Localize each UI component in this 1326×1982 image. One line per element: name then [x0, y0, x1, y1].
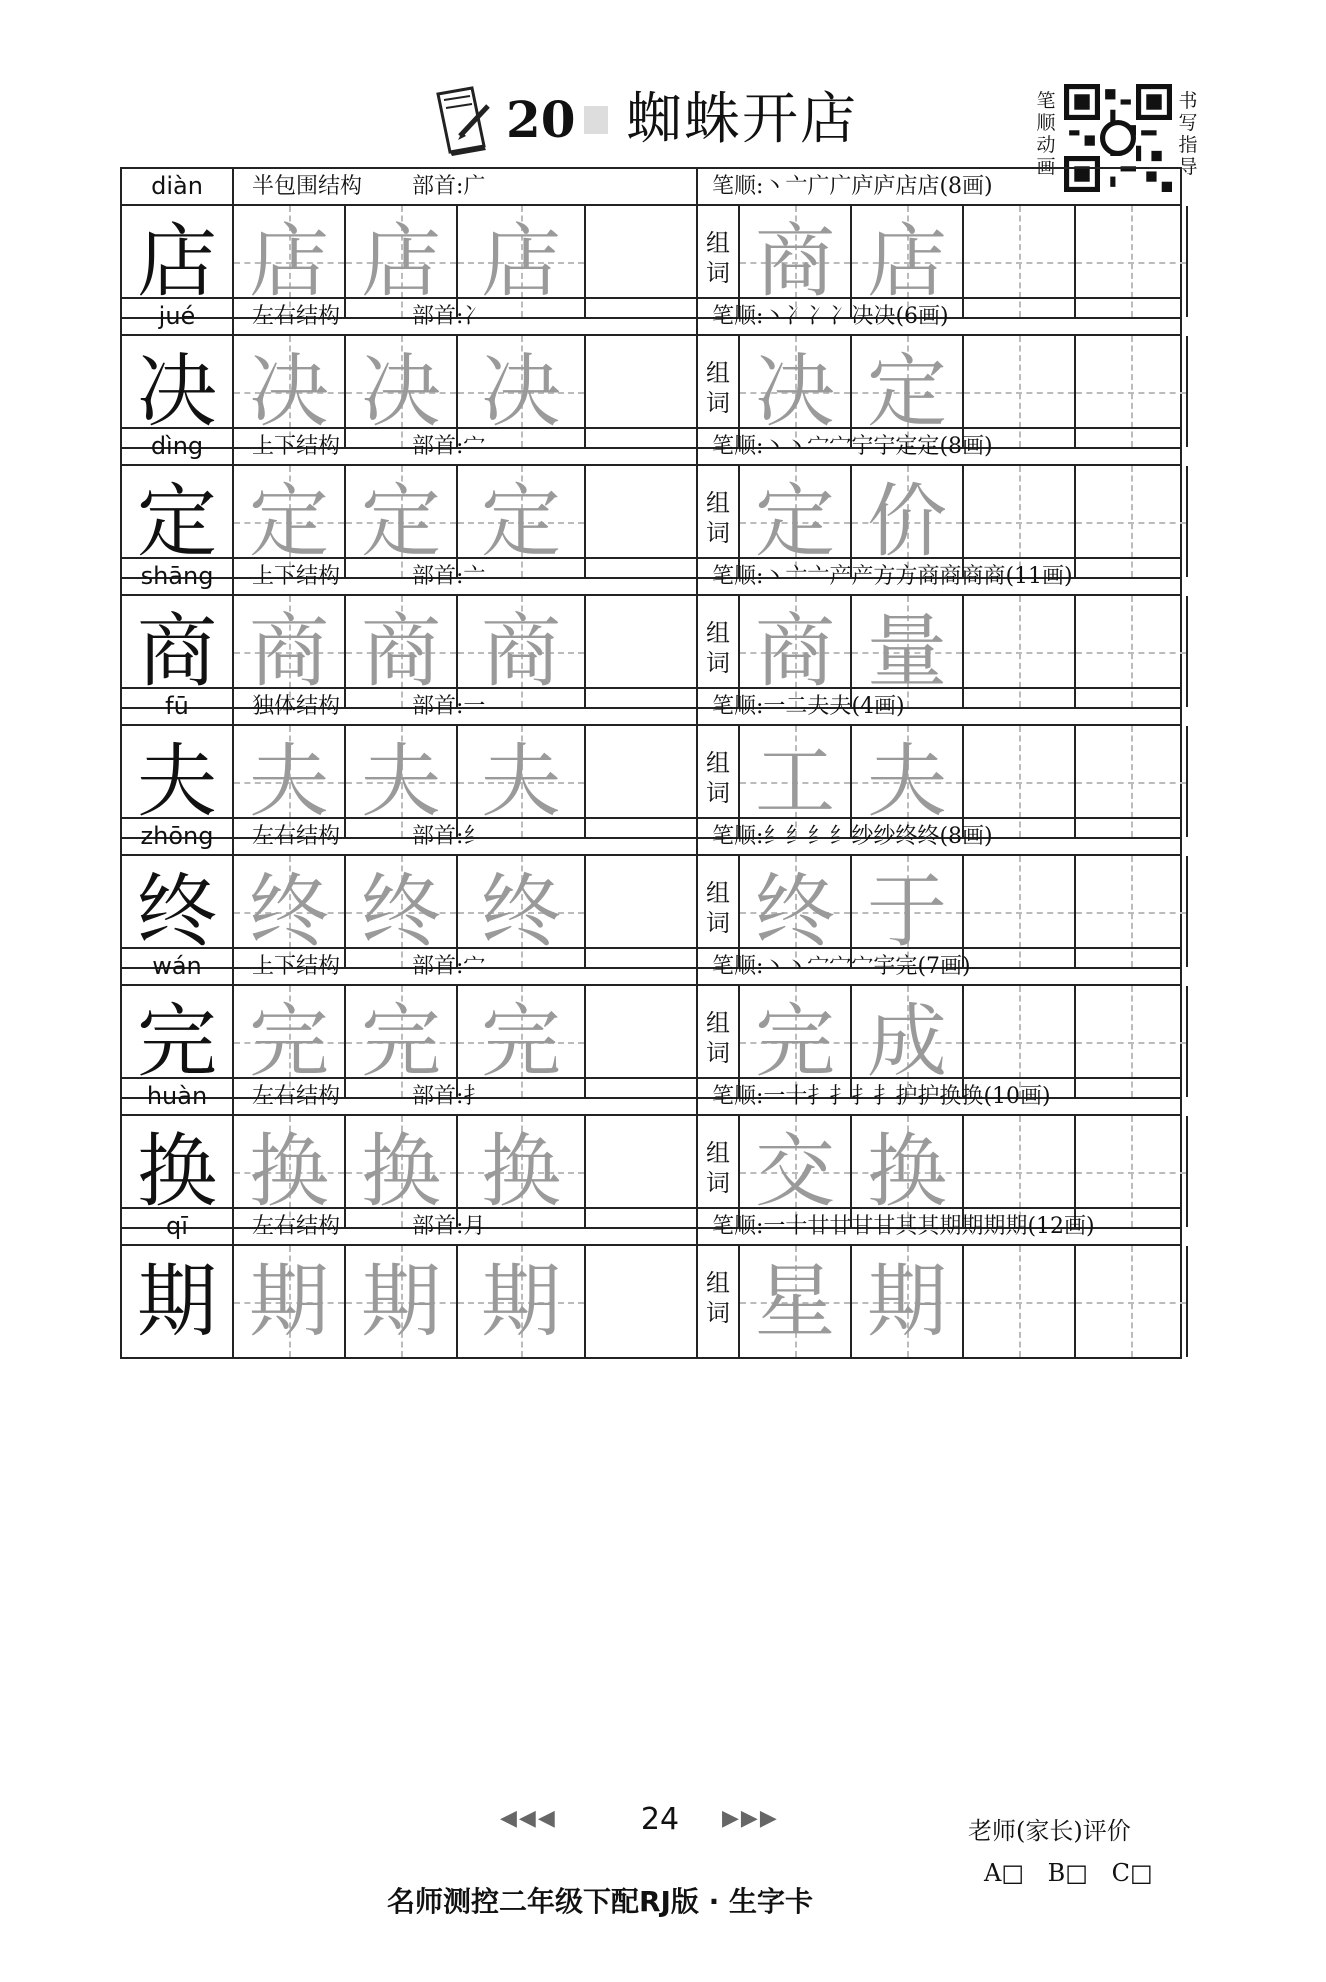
trace-character: 期	[481, 1255, 561, 1348]
trace-character: 商	[481, 605, 561, 698]
pinyin: qī	[122, 1209, 234, 1244]
card-info-row	[122, 559, 1180, 596]
title-decoration	[584, 106, 608, 134]
structure-type: 左右结构	[252, 304, 341, 329]
stroke-order-prefix: 笔顺:	[712, 564, 764, 589]
radical-prefix: 部首:	[412, 824, 464, 849]
zuci-label: 组词	[696, 1116, 740, 1227]
zuci-label: 组词	[696, 856, 740, 967]
stroke-order-value: 纟纟纟纟纱纱终终	[763, 824, 940, 849]
trace-character: 定	[361, 475, 441, 568]
trace-character: 完	[361, 995, 441, 1088]
word-character: 换	[867, 1125, 947, 1218]
trace-character: 商	[249, 605, 329, 698]
lesson-number: 20	[506, 90, 576, 149]
stroke-order	[696, 559, 1073, 594]
word-character: 工	[755, 735, 835, 828]
practice-cell[interactable]	[458, 1246, 586, 1357]
trace-character: 定	[249, 475, 329, 568]
word-character: 商	[755, 605, 835, 698]
radical-prefix: 部首:	[412, 564, 464, 589]
stroke-order	[696, 689, 905, 724]
stroke-order-value: 丶亠亠产产方方商商商商	[763, 564, 1006, 589]
radical-value: 广	[463, 174, 486, 199]
character-card	[120, 1207, 1182, 1359]
stroke-order	[696, 949, 971, 984]
trace-character: 换	[249, 1125, 329, 1218]
trace-character: 终	[249, 865, 329, 958]
radical-prefix: 部首:	[412, 1214, 464, 1239]
stroke-order-prefix: 笔顺:	[712, 434, 764, 459]
word-character: 价	[867, 475, 947, 568]
page-title: 蜘蛛开店	[626, 87, 858, 152]
stroke-order-value: 丶冫冫冫决决	[763, 304, 896, 329]
stroke-order	[696, 169, 993, 204]
zuci-label: 组词	[696, 336, 740, 447]
trace-character: 定	[481, 475, 561, 568]
trace-character: 店	[249, 215, 329, 308]
stroke-count: (8画)	[939, 434, 993, 459]
word-character: 定	[867, 345, 947, 438]
word-character: 于	[867, 865, 947, 958]
stroke-count: (11画)	[1005, 564, 1073, 589]
prev-page-arrows[interactable]: ◀◀◀	[500, 1806, 557, 1831]
pinyin: zhōng	[122, 819, 234, 854]
model-character: 店	[137, 215, 217, 308]
trace-character: 决	[249, 345, 329, 438]
radical-prefix: 部首:	[412, 304, 464, 329]
radical-value: 宀	[463, 954, 486, 979]
stroke-order-value: 一十扌扌扌扌护护换换	[763, 1084, 984, 1109]
stroke-order	[696, 1079, 1051, 1114]
qr-right-label: 书写指导	[1178, 90, 1198, 178]
practice-cell[interactable]	[346, 1246, 458, 1357]
stroke-count: (8画)	[939, 824, 993, 849]
trace-character: 期	[249, 1255, 329, 1348]
stroke-count: (8画)	[939, 174, 993, 199]
card-info-row	[122, 299, 1180, 336]
trace-character: 期	[361, 1255, 441, 1348]
pinyin: wán	[122, 949, 234, 984]
radical-value: 纟	[463, 824, 486, 849]
radical	[412, 429, 485, 464]
card-info-row	[122, 689, 1180, 726]
model-character-cell	[122, 1246, 234, 1357]
radical-prefix: 部首:	[412, 1084, 464, 1109]
structure-type: 左右结构	[252, 1084, 341, 1109]
model-character: 完	[137, 995, 217, 1088]
radical-prefix: 部首:	[412, 954, 464, 979]
radical-prefix: 部首:	[412, 694, 464, 719]
qr-left-label: 笔顺动画	[1036, 90, 1056, 178]
stroke-order-value: 丶丶宀宀宀宇完	[763, 954, 918, 979]
pinyin: huàn	[122, 1079, 234, 1114]
radical-value: 冫	[463, 304, 486, 329]
stroke-count: (7画)	[917, 954, 971, 979]
card-info-row	[122, 949, 1180, 986]
word-character: 量	[867, 605, 947, 698]
word-character: 期	[867, 1255, 947, 1348]
stroke-order-value: 丶亠广广庐庐店店	[763, 174, 940, 199]
word-character: 决	[755, 345, 835, 438]
stroke-order	[696, 1209, 1095, 1244]
pinyin: dìng	[122, 429, 234, 464]
stroke-count: (6画)	[895, 304, 949, 329]
radical-value: 亠	[463, 564, 486, 589]
pinyin: diàn	[122, 169, 234, 204]
practice-cell[interactable]	[852, 1246, 964, 1357]
card-info-row	[122, 819, 1180, 856]
stroke-count: (4画)	[851, 694, 905, 719]
radical-value: 宀	[463, 434, 486, 459]
trace-character: 商	[361, 605, 441, 698]
card-info-row	[122, 169, 1180, 206]
radical	[412, 1209, 485, 1244]
radical-prefix: 部首:	[412, 174, 464, 199]
stroke-order-prefix: 笔顺:	[712, 304, 764, 329]
stroke-order-prefix: 笔顺:	[712, 174, 764, 199]
word-character: 交	[755, 1125, 835, 1218]
structure-type: 独体结构	[252, 694, 341, 719]
model-character: 终	[137, 865, 217, 958]
trace-character: 换	[481, 1125, 561, 1218]
practice-cell[interactable]	[1076, 1246, 1188, 1357]
trace-character: 夫	[361, 735, 441, 828]
radical	[412, 559, 485, 594]
radical	[412, 689, 485, 724]
radical-prefix: 部首:	[412, 434, 464, 459]
trace-character: 完	[481, 995, 561, 1088]
pinyin: jué	[122, 299, 234, 334]
structure-type: 左右结构	[252, 1214, 341, 1239]
notebook-pencil-icon	[432, 86, 492, 156]
radical	[412, 299, 485, 334]
zuci-label: 组词	[696, 206, 740, 317]
word-character: 成	[867, 995, 947, 1088]
trace-character: 终	[361, 865, 441, 958]
trace-character: 完	[249, 995, 329, 1088]
radical	[412, 819, 485, 854]
structure-type: 半包围结构	[252, 174, 363, 199]
stroke-order-prefix: 笔顺:	[712, 954, 764, 979]
radical-value: 月	[463, 1214, 486, 1239]
card-info-row	[122, 429, 1180, 466]
model-character: 夫	[137, 735, 217, 828]
trace-character: 夫	[249, 735, 329, 828]
stroke-count: (12画)	[1027, 1214, 1095, 1239]
zuci-label: 组词	[696, 1246, 740, 1357]
card-info-row	[122, 1209, 1180, 1246]
card-info-row	[122, 1079, 1180, 1116]
radical-value: 一	[463, 694, 486, 719]
radical-value: 扌	[463, 1084, 486, 1109]
radical	[412, 169, 485, 204]
trace-character: 店	[481, 215, 561, 308]
page-number: 24	[640, 1802, 680, 1837]
stroke-order-prefix: 笔顺:	[712, 694, 764, 719]
model-character: 商	[137, 605, 217, 698]
model-character: 换	[137, 1125, 217, 1218]
stroke-order-prefix: 笔顺:	[712, 824, 764, 849]
stroke-order-value: 丶丶宀宀宁宁定定	[763, 434, 940, 459]
word-character: 定	[755, 475, 835, 568]
pinyin: fū	[122, 689, 234, 724]
stroke-order-value: 一十廿廿甘甘其其期期期期	[763, 1214, 1028, 1239]
trace-character: 终	[481, 865, 561, 958]
stroke-count: (10画)	[983, 1084, 1051, 1109]
zuci-label: 组词	[696, 596, 740, 707]
practice-cell[interactable]	[234, 1246, 346, 1357]
evaluation-options[interactable]: A□ B□ C□	[984, 1859, 1153, 1887]
stroke-order-prefix: 笔顺:	[712, 1084, 764, 1109]
word-character: 终	[755, 865, 835, 958]
structure-type: 上下结构	[252, 434, 341, 459]
word-character: 店	[867, 215, 947, 308]
stroke-order	[696, 819, 993, 854]
word-character: 夫	[867, 735, 947, 828]
trace-character: 决	[361, 345, 441, 438]
trace-character: 夫	[481, 735, 561, 828]
trace-character: 店	[361, 215, 441, 308]
practice-cell[interactable]	[740, 1246, 852, 1357]
word-character: 完	[755, 995, 835, 1088]
evaluation-label: 老师(家长)评价	[968, 1817, 1131, 1845]
zuci-label: 组词	[696, 986, 740, 1097]
practice-cell[interactable]	[964, 1246, 1076, 1357]
model-character: 定	[137, 475, 217, 568]
structure-type: 上下结构	[252, 564, 341, 589]
word-character: 商	[755, 215, 835, 308]
radical	[412, 1079, 485, 1114]
book-title: 名师测控二年级下配RJ版 · 生字卡	[386, 1885, 814, 1918]
stroke-order	[696, 429, 993, 464]
radical	[412, 949, 485, 984]
model-character: 决	[137, 345, 217, 438]
structure-type: 左右结构	[252, 824, 341, 849]
trace-character: 换	[361, 1125, 441, 1218]
pinyin: shāng	[122, 559, 234, 594]
stroke-order-prefix: 笔顺:	[712, 1214, 764, 1239]
trace-character: 决	[481, 345, 561, 438]
zuci-label: 组词	[696, 726, 740, 837]
model-character: 期	[137, 1255, 217, 1348]
stroke-order-value: 一二夫夫	[763, 694, 852, 719]
next-page-arrows[interactable]: ▶▶▶	[722, 1806, 779, 1831]
word-character: 星	[755, 1255, 835, 1348]
stroke-order	[696, 299, 949, 334]
zuci-label: 组词	[696, 466, 740, 577]
structure-type: 上下结构	[252, 954, 341, 979]
